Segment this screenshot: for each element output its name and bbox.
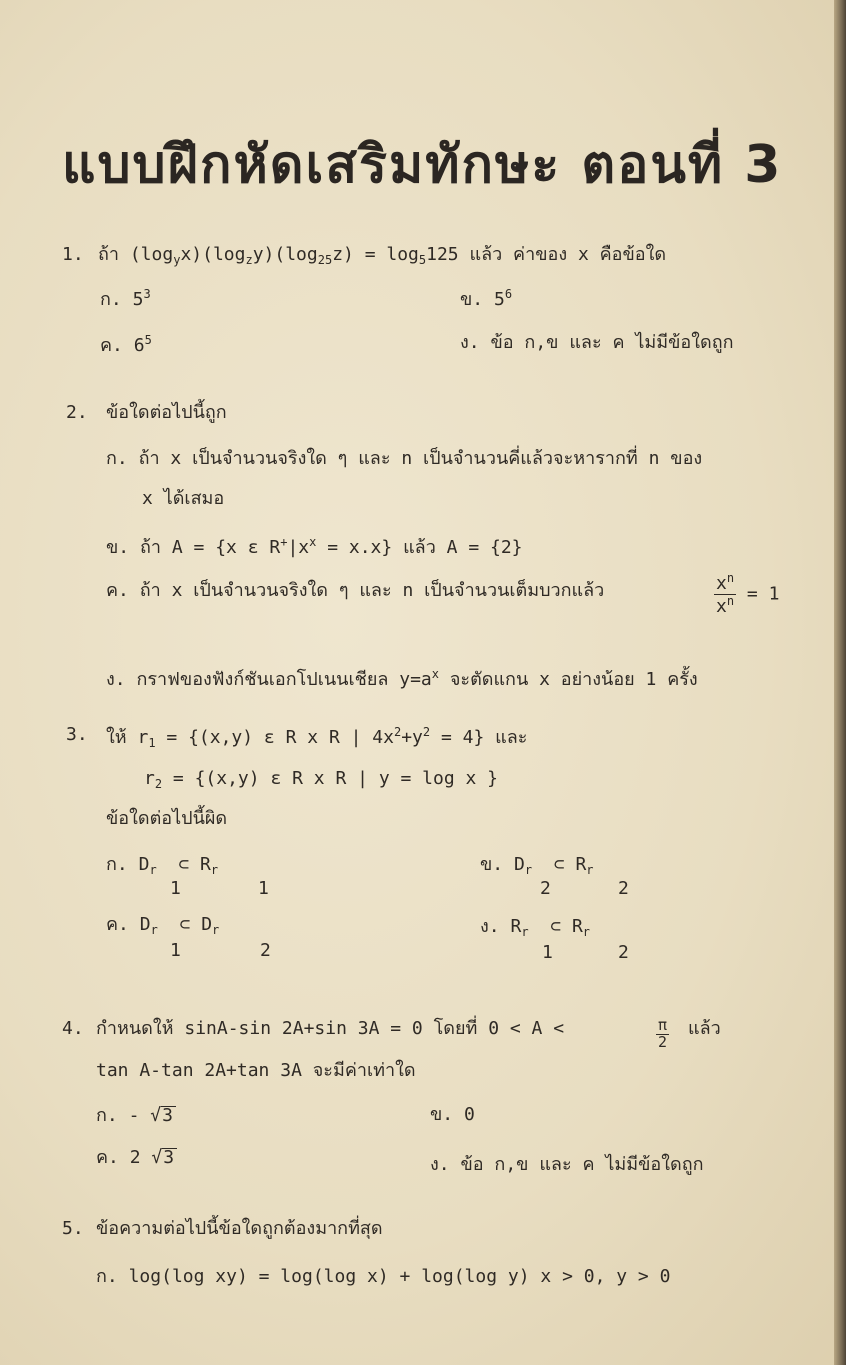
question-3-number: 3. [66,724,88,745]
book-spine [834,0,846,1365]
option-a-continued: x ได้เสมอ [142,488,225,509]
option-c: ค. 2 √3 [96,1148,177,1167]
option-a: ก. - √3 [96,1106,176,1125]
question-4-stem-line-1: กำหนดให้ sinA-sin 2A+sin 3A = 0 โดยที่ 0 < A < [96,1018,565,1039]
option-c: ค. ถ้า x เป็นจำนวนจริงใด ๆ และ n เป็นจำนวนเต็มบวกแล้ว [106,580,605,601]
option-c: ค. $6^5$ [100,333,152,356]
option-b: ข. $D_r$ ⊂ $R_r$ [480,854,594,877]
question-4-number: 4. [62,1018,84,1039]
option-a-subscript-1: 1 [170,878,181,899]
option-a-subscript-2: 1 [258,878,269,899]
option-a: ก. $5^3$ [100,287,151,310]
question-1-stem: ถ้า $(\log_yx)(\log_zy)(\log_{25}z) = \log_5125$ แล้ว ค่าของ x คือข้อใด [98,244,667,267]
option-d: ง. ข้อ ก,ข และ ค ไม่มีข้อใดถูก [430,1154,704,1175]
option-d: ง. $R_r$ ⊂ $R_r$ [480,916,591,939]
option-d-subscript-2: 2 [618,942,629,963]
option-c-subscript-2: 2 [260,940,271,961]
option-b-subscript-2: 2 [618,878,629,899]
question-5-number: 5. [62,1218,84,1239]
question-2-number: 2. [66,402,88,423]
question-3-relation-2: $r_2 = \{(x,y)$ ε R x R | y = log x } [144,768,499,791]
option-b: ข. ถ้า A = {x ε $R^+|x^x = x.x$} แล้ว A = {2} [106,535,523,558]
question-4-stem-then: แล้ว [688,1018,721,1039]
option-c-subscript-1: 1 [170,940,181,961]
question-3-relation-1: ให้ $r_1 = \{(x,y)$ ε R x R | $4x^2+y^2 = 4$} และ [106,725,528,750]
page-title: แบบฝึกหัดเสริมทักษะ ตอนที่ 3 [62,135,783,195]
question-2-stem: ข้อใดต่อไปนี้ถูก [106,402,227,423]
option-d: ง. กราฟของฟังก์ชันเอกโปเนนเชียล $y=a^x$ จะตัดแกน x อย่างน้อย 1 ครั้ง [106,667,698,690]
option-a: ก. log(log xy) = log(log x) + log(log y) x > 0, y > 0 [96,1266,671,1287]
question-3-stem: ข้อใดต่อไปนี้ผิด [106,808,228,829]
question-5-stem: ข้อความต่อไปนี้ข้อใดถูกต้องมากที่สุด [96,1218,383,1239]
pi-over-two-fraction: $\frac{\pi}{2}$ [658,1016,668,1051]
question-1-number: 1. [62,244,84,265]
option-a: ก. ถ้า x เป็นจำนวนจริงใด ๆ และ n เป็นจำนวนคี่แล้วจะหารากที่ n ของ [106,448,703,469]
question-4-stem-line-2: tan A-tan 2A+tan 3A จะมีค่าเท่าใด [96,1060,416,1081]
option-b-subscript-1: 2 [540,878,551,899]
option-b: ข. 0 [430,1104,475,1125]
option-b: ข. $5^6$ [460,287,513,310]
option-c-fraction: $\frac{x^n}{x^n}$ = 1 [716,571,780,617]
option-d: ง. ข้อ ก,ข และ ค ไม่มีข้อใดถูก [460,332,734,353]
option-c: ค. $D_r$ ⊂ $D_r$ [106,914,220,937]
option-d-subscript-1: 1 [542,942,553,963]
option-a: ก. $D_r$ ⊂ $R_r$ [106,854,219,877]
